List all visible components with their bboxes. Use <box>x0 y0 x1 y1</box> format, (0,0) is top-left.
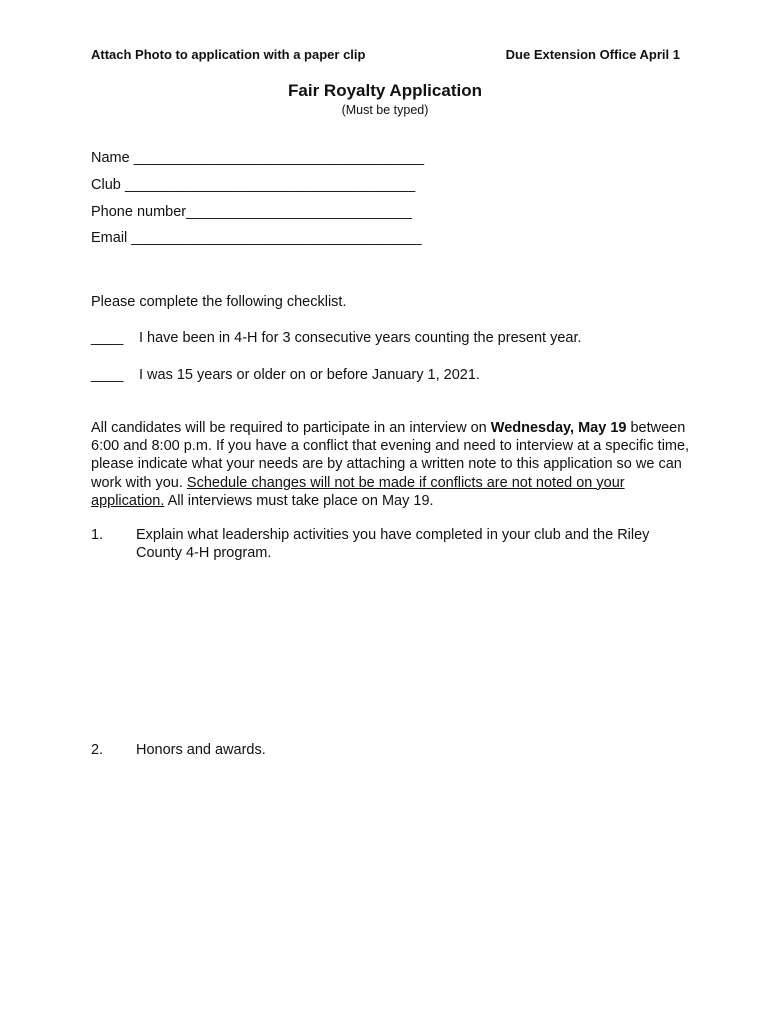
header-attach-photo: Attach Photo to application with a paper clip <box>91 47 366 62</box>
question-item <box>91 526 691 566</box>
paragraph-text: between 6:00 and 8:00 p.m. If you have a conflict that evening and need to interview at a specific time, please indicate what your needs are by attaching a written note to this application so we can work with you. <box>91 420 690 491</box>
checklist-item-text: I was 15 years or older on or before January 1, 2021. <box>139 367 480 383</box>
checklist-blank[interactable]: ____ <box>91 367 124 383</box>
header-due-date: Due Extension Office April 1 <box>505 47 680 62</box>
schedule-warning: Schedule changes will not be made if conflicts are not noted on your application. <box>91 474 625 509</box>
question-text: Explain what leadership activities you have completed in your club and the Riley County 4-H program. <box>136 527 650 562</box>
paragraph-text: All interviews must take place on May 19. <box>164 492 434 509</box>
question-number: 2. <box>91 742 104 758</box>
phone-field[interactable]: Phone number____________________________ <box>91 204 412 220</box>
email-field[interactable]: Email ____________________________________ <box>91 230 422 246</box>
question-item <box>91 741 691 761</box>
checklist-blank[interactable]: ____ <box>91 330 124 346</box>
checklist-intro: Please complete the following checklist. <box>91 294 347 310</box>
question-number: 1. <box>91 527 104 543</box>
question-text: Honors and awards. <box>136 742 266 758</box>
checklist-item <box>91 330 582 346</box>
checklist-item <box>91 367 480 383</box>
page-subtitle: (Must be typed) <box>341 103 429 117</box>
paragraph-text: All candidates will be required to participate in an interview on <box>91 420 491 436</box>
checklist-item-text: I have been in 4-H for 3 consecutive years counting the present year. <box>139 330 582 346</box>
club-field[interactable]: Club ____________________________________ <box>91 177 416 193</box>
interview-paragraph <box>91 419 691 510</box>
name-field[interactable]: Name ____________________________________ <box>91 150 425 166</box>
interview-date: Wednesday, May 19 <box>490 420 627 436</box>
page-title: Fair Royalty Application <box>288 81 482 100</box>
